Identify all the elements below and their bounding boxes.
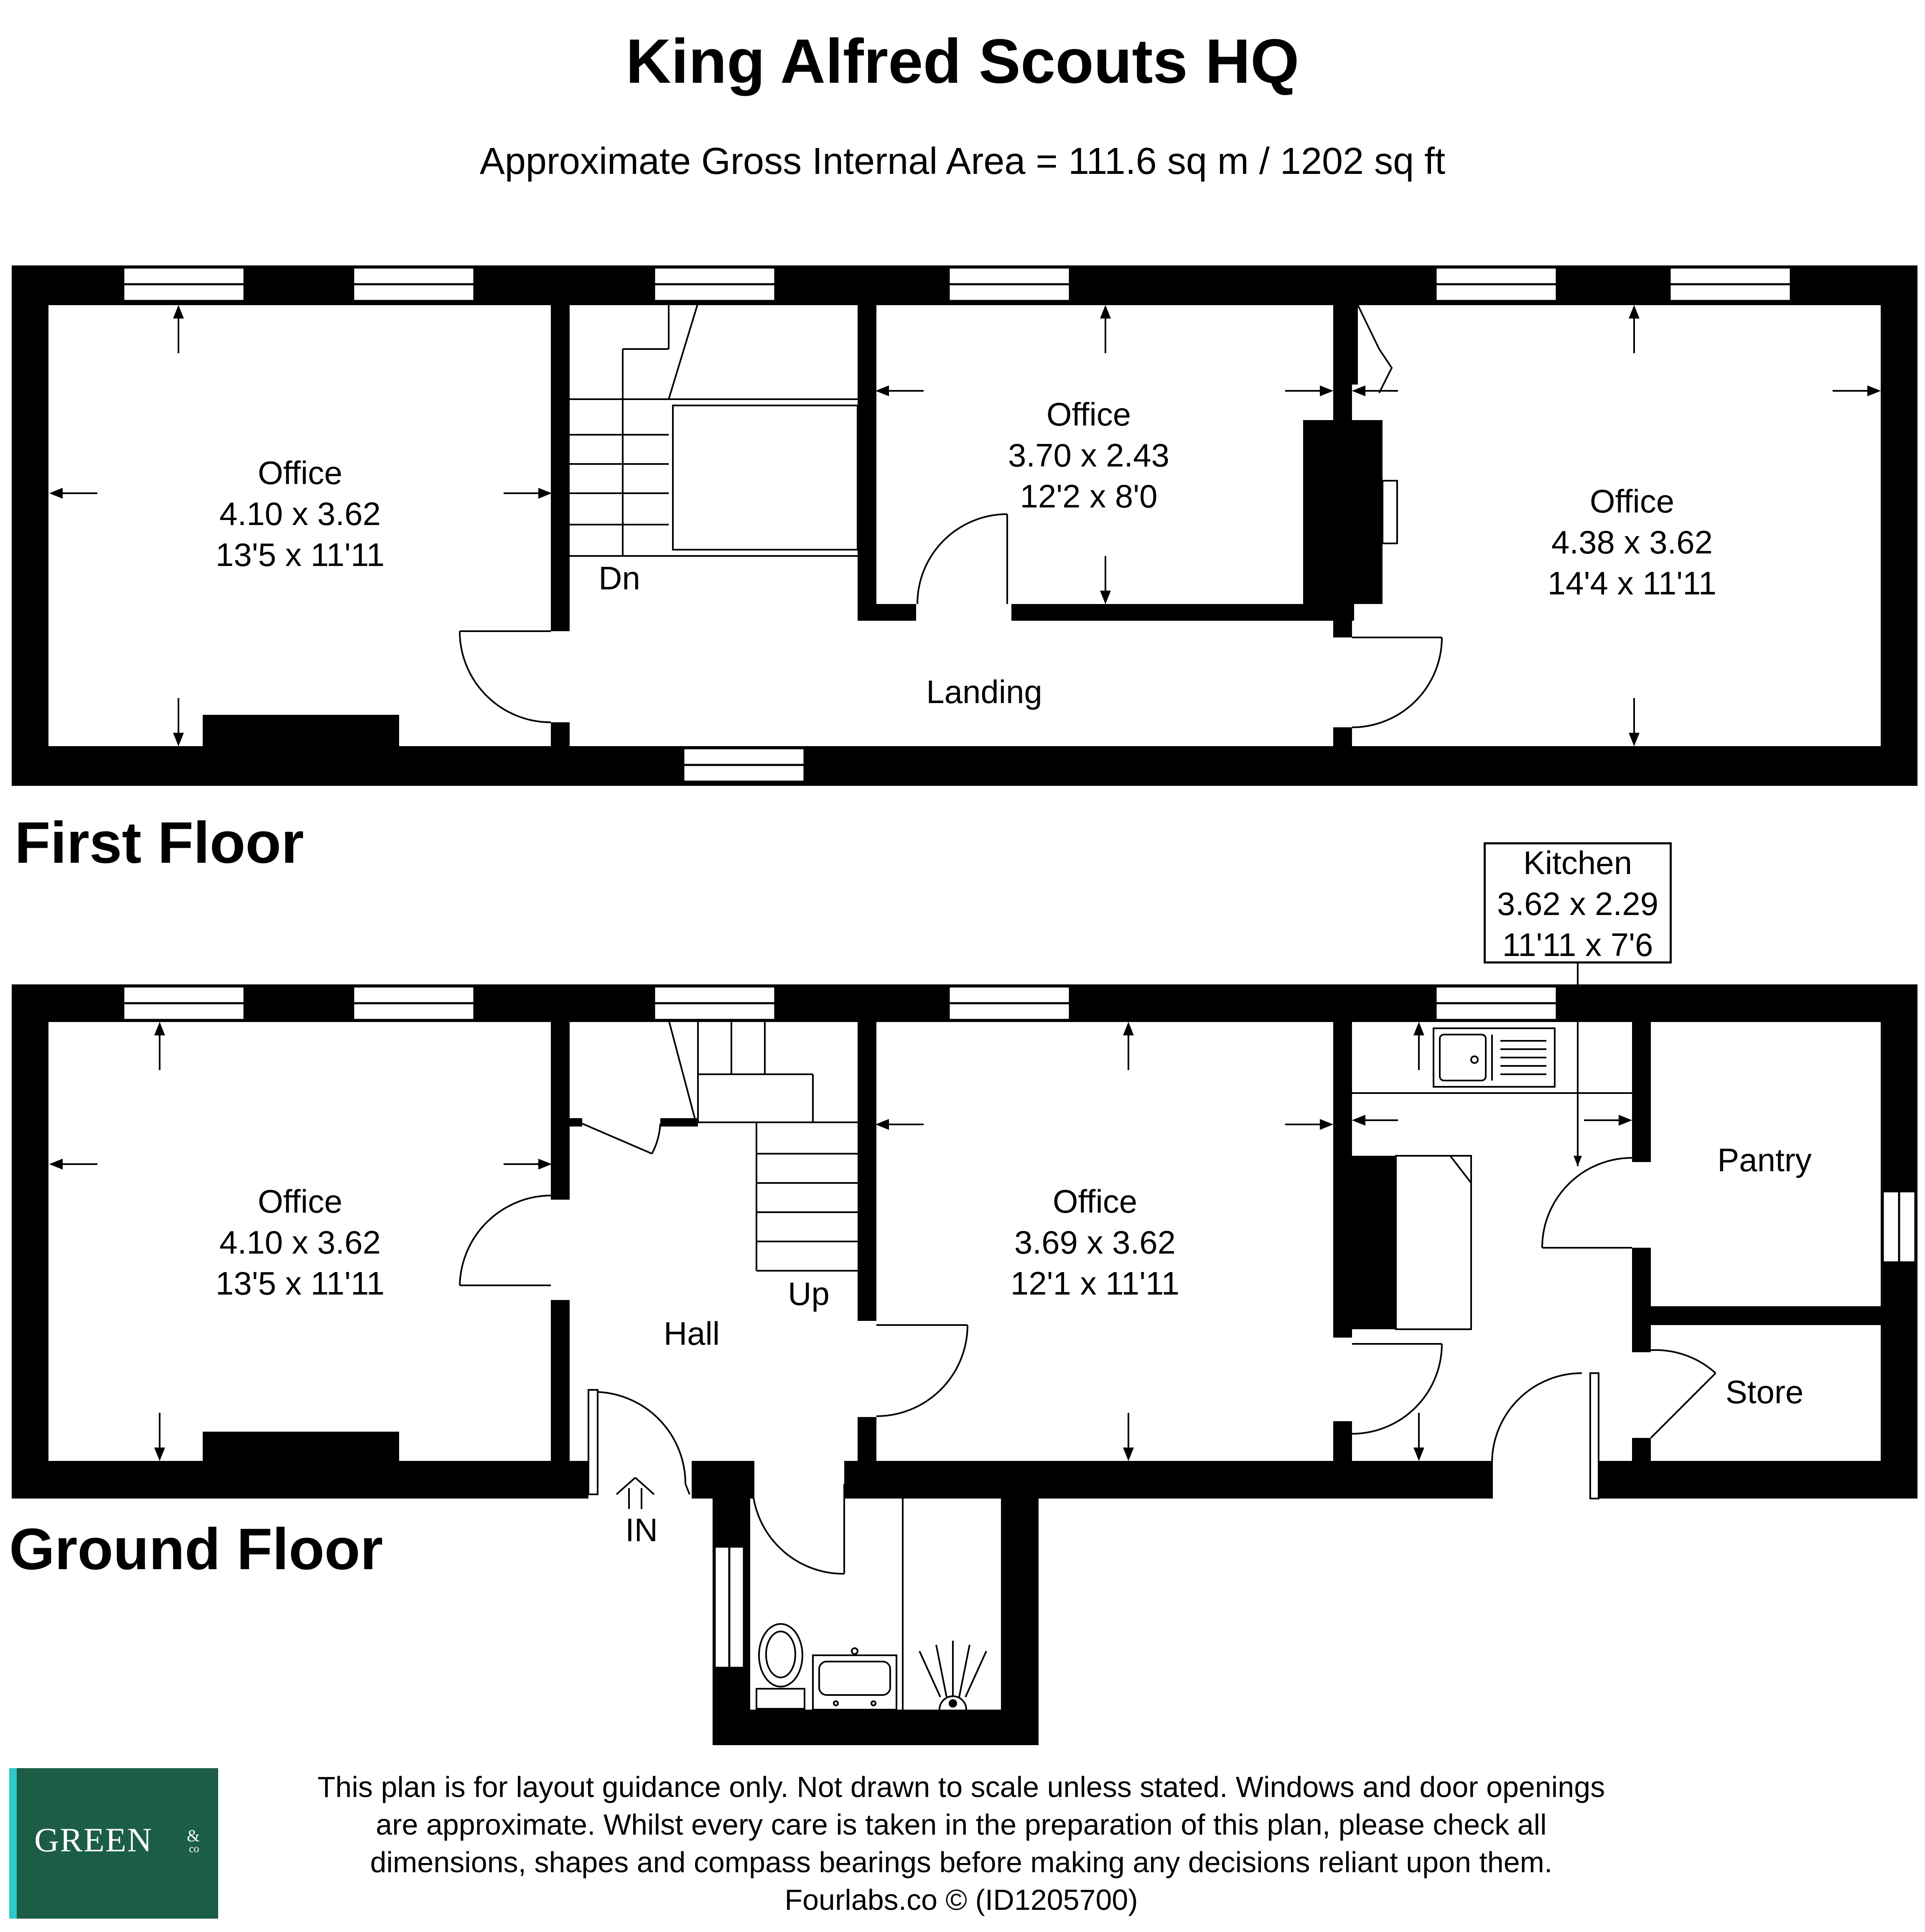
wall <box>1333 727 1352 748</box>
ground-floor-plan <box>12 963 1917 1745</box>
wall <box>1011 604 1354 621</box>
green-co-logo <box>9 1768 218 1919</box>
room-label-office-first-middle <box>1008 394 1169 517</box>
wall <box>1333 1421 1352 1463</box>
disclaimer-line: This plan is for layout guidance only. Not drawn to scale unless stated. Windows and door openings <box>317 1771 1605 1803</box>
window <box>353 986 474 1020</box>
wall <box>1881 265 1917 786</box>
wall <box>844 1461 1492 1499</box>
logo-co: co <box>189 1843 199 1855</box>
stairs-up-label: Up <box>788 1275 830 1312</box>
wall <box>12 746 1917 786</box>
room-metric: 3.62 x 2.29 <box>1497 885 1658 922</box>
room-imperial: 13'5 x 11'11 <box>215 1265 385 1302</box>
window <box>353 268 474 301</box>
gross-internal-area: Approximate Gross Internal Area = 111.6 sq m / 1202 sq ft <box>479 140 1446 182</box>
cupboard-door <box>1358 305 1392 393</box>
wall <box>1632 1248 1651 1352</box>
wall <box>858 604 916 621</box>
wall <box>713 1710 1039 1745</box>
disclaimer <box>230 1768 1693 1919</box>
wall <box>660 1118 698 1127</box>
door <box>1352 1344 1442 1434</box>
door <box>1651 1350 1716 1438</box>
wall <box>1599 1461 1917 1499</box>
wall <box>858 1417 876 1463</box>
room-name: Kitchen <box>1523 844 1632 881</box>
door <box>1352 637 1442 727</box>
wall <box>551 1020 570 1200</box>
wall <box>1001 1478 1039 1745</box>
window <box>1670 268 1791 301</box>
room-label-office-ground-left <box>216 1181 384 1304</box>
room-name: Office <box>257 1183 343 1220</box>
chimney-breast <box>1333 1156 1396 1329</box>
wall <box>858 303 876 621</box>
room-metric: 3.69 x 3.62 <box>1014 1224 1176 1261</box>
entrance-arrow-icon <box>616 1478 654 1509</box>
entrance-label: IN <box>625 1511 658 1548</box>
window <box>123 268 244 301</box>
logo-accent-stripe <box>9 1768 17 1919</box>
staircase <box>669 1020 858 1271</box>
room-metric: 4.10 x 3.62 <box>219 1224 381 1261</box>
entrance-door <box>1492 1373 1599 1499</box>
room-label-office-first-right <box>1548 481 1716 604</box>
logo-ampersand: & <box>187 1826 200 1845</box>
door <box>1542 1158 1632 1248</box>
room-metric: 3.70 x 2.43 <box>1008 437 1169 474</box>
room-name: Office <box>1052 1183 1138 1220</box>
ground-floor-label: Ground Floor <box>9 1516 383 1582</box>
wall <box>858 1020 876 1321</box>
hall-label: Hall <box>663 1315 720 1352</box>
wall <box>551 1300 570 1463</box>
disclaimer-line: are approximate. Whilst every care is taken in the preparation of this plan, please check all <box>376 1808 1547 1841</box>
store-label: Store <box>1725 1374 1804 1410</box>
door <box>582 1124 660 1154</box>
wall <box>1651 1306 1881 1325</box>
basin-icon <box>813 1648 896 1710</box>
window <box>1436 986 1557 1020</box>
window <box>715 1547 744 1668</box>
window <box>654 268 775 301</box>
room-name: Office <box>1589 483 1675 520</box>
pantry-label: Pantry <box>1717 1142 1812 1178</box>
disclaimer-line: dimensions, shapes and compass bearings before making any decisions reliant upon them. <box>370 1846 1553 1878</box>
door <box>460 631 551 722</box>
logo-brand-text: GREEN <box>34 1821 153 1859</box>
window <box>1436 268 1557 301</box>
room-label-office-first-left <box>216 452 384 575</box>
room-imperial: 11'11 x 7'6 <box>1502 926 1653 963</box>
room-name: Office <box>257 454 343 491</box>
wall <box>1632 1020 1651 1162</box>
room-imperial: 13'5 x 11'11 <box>215 536 385 573</box>
vent <box>1383 481 1397 543</box>
range-cooker <box>1396 1156 1471 1329</box>
wall <box>12 1461 588 1499</box>
wall <box>570 1118 582 1127</box>
entrance-door <box>588 1390 690 1494</box>
window <box>949 268 1070 301</box>
wall <box>551 303 570 631</box>
door <box>917 514 1007 604</box>
room-imperial: 14'4 x 11'11 <box>1547 565 1717 602</box>
window <box>683 748 805 782</box>
wall <box>551 722 570 747</box>
radiator <box>203 1432 399 1463</box>
wall <box>1632 1438 1651 1463</box>
wall <box>1352 303 1358 385</box>
radiator <box>203 715 399 747</box>
stairs-down-label: Dn <box>598 560 640 596</box>
room-metric: 4.10 x 3.62 <box>219 495 381 532</box>
room-imperial: 12'2 x 8'0 <box>1020 478 1158 515</box>
wall <box>12 984 48 1499</box>
room-name: Office <box>1046 396 1131 433</box>
window <box>1883 1191 1915 1262</box>
door <box>460 1195 551 1285</box>
toilet-icon <box>756 1624 805 1709</box>
first-floor-label: First Floor <box>15 810 304 875</box>
door <box>752 1484 844 1574</box>
shower-icon <box>919 1641 986 1710</box>
chimney-breast <box>1303 420 1383 604</box>
window <box>654 986 775 1020</box>
room-metric: 4.38 x 3.62 <box>1551 524 1713 561</box>
window <box>949 986 1070 1020</box>
copyright-line: Fourlabs.co © (ID1205700) <box>784 1884 1138 1916</box>
wall <box>12 265 48 786</box>
door <box>876 1325 968 1416</box>
room-label-office-ground-right <box>1011 1181 1179 1304</box>
staircase <box>570 303 858 556</box>
window <box>123 986 244 1020</box>
room-imperial: 12'1 x 11'11 <box>1010 1265 1180 1302</box>
landing-label: Landing <box>926 673 1042 710</box>
kitchen-sink <box>1352 1028 1632 1093</box>
room-label-kitchen <box>1497 842 1658 965</box>
kitchen-pointer-arrowhead <box>1574 1156 1582 1166</box>
page-title: King Alfred Scouts HQ <box>626 26 1299 96</box>
